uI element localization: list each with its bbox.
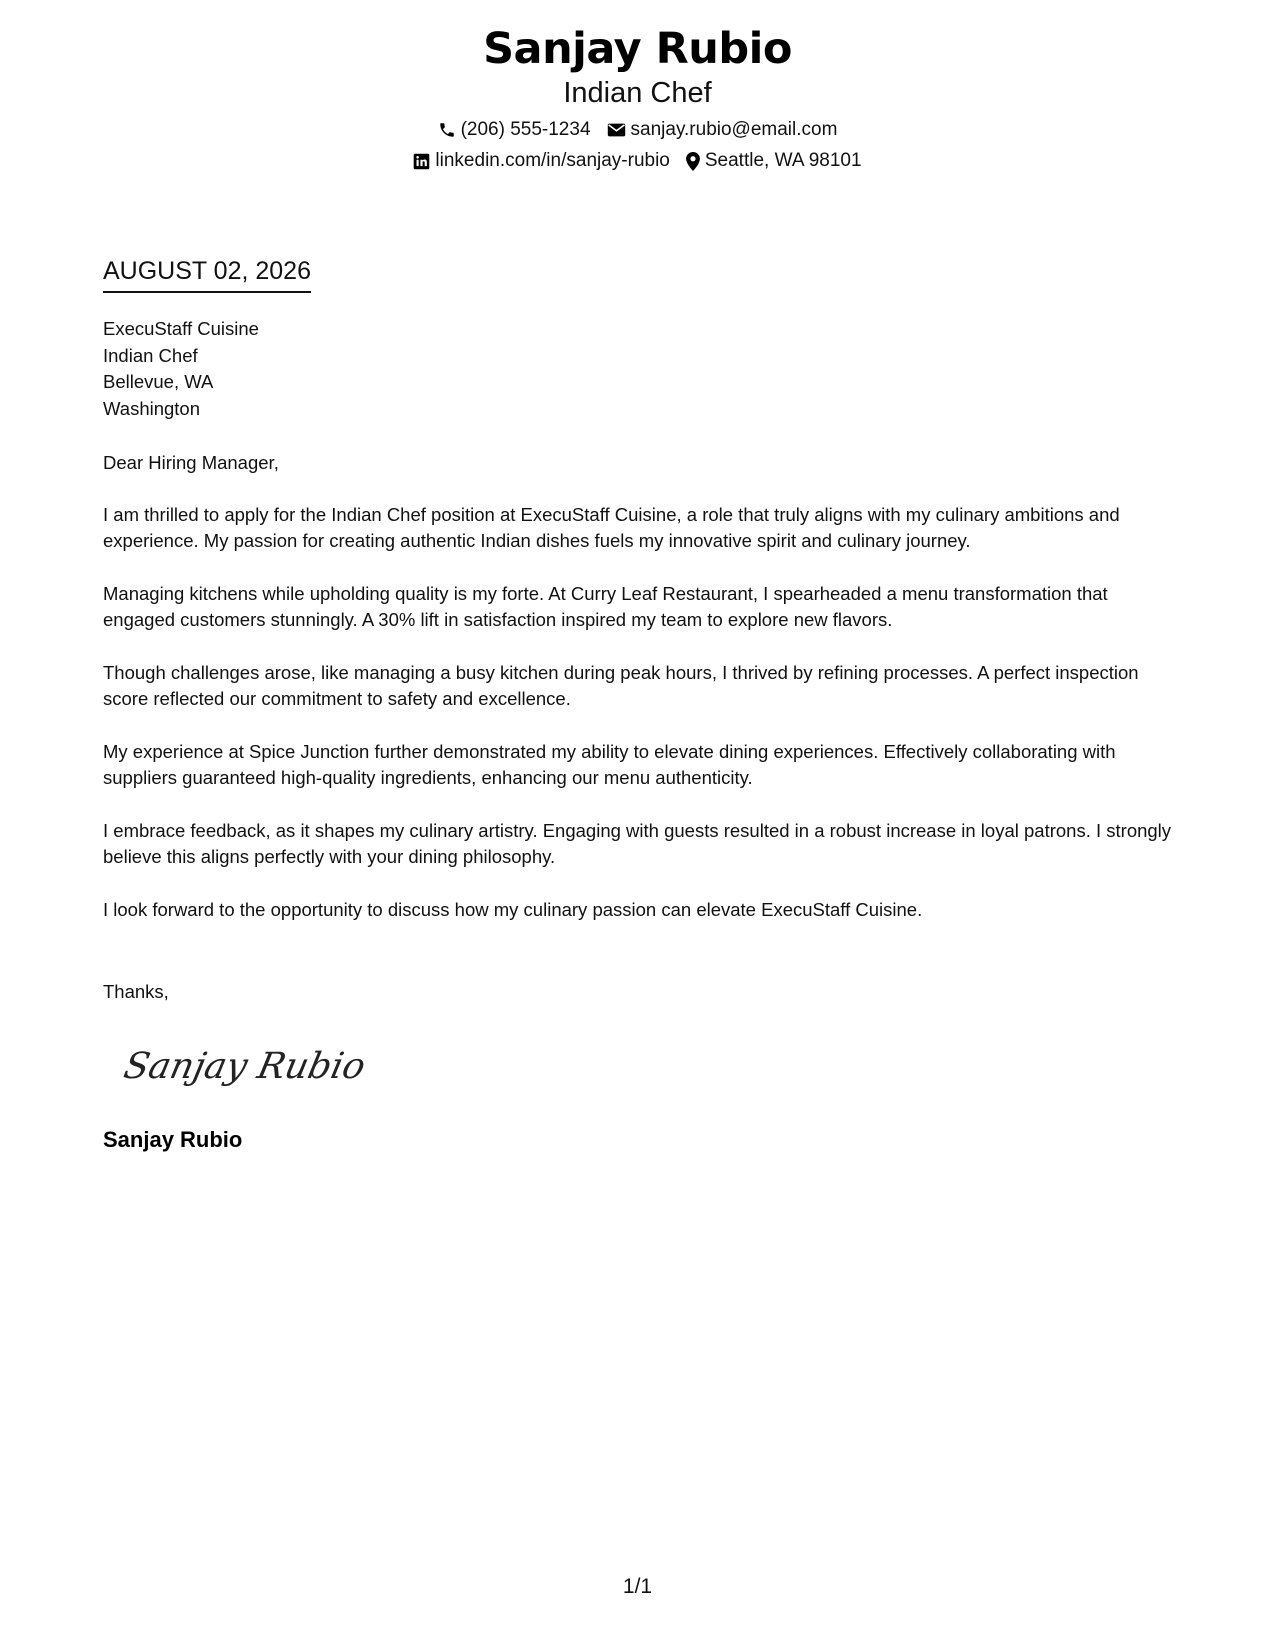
- body-paragraph: I am thrilled to apply for the Indian Chef position at ExecuStaff Cuisine, a role that truly aligns with my culinary ambitions and experience. My passion for creating authentic Indian dishes fuels my innovative spirit and culinary journey.: [103, 503, 1120, 551]
- contact-row-primary: [0, 118, 1275, 142]
- body-paragraph: My experience at Spice Junction further demonstrated my ability to elevate dining experiences. Effectively collaborating with suppliers guaranteed high-quality ingredients, enhancing our menu authenticity.: [103, 740, 1116, 788]
- map-pin-icon: [686, 152, 700, 171]
- applicant-title: Indian Chef: [563, 77, 712, 109]
- applicant-name: Sanjay Rubio: [483, 24, 792, 74]
- recipient-company: ExecuStaff Cuisine: [103, 318, 259, 339]
- page-number: 1/1: [622, 1575, 653, 1598]
- body-paragraph: Managing kitchens while upholding quality is my forte. At Curry Leaf Restaurant, I spearheaded a menu transformation that engaged customers stunningly. A 30% lift in satisfaction inspired my team to explore new flavors.: [103, 582, 1108, 630]
- recipient-position: Indian Chef: [103, 344, 198, 366]
- closing: Thanks,: [103, 981, 169, 1002]
- letter-date: AUGUST 02, 2026: [103, 256, 311, 293]
- recipient-address: [103, 316, 259, 422]
- contact-row-secondary: [0, 149, 1275, 173]
- phone-icon: [438, 121, 456, 139]
- recipient-city: Bellevue, WA: [103, 371, 214, 392]
- body-paragraph: I embrace feedback, as it shapes my culinary artistry. Engaging with guests resulted in a robust increase in loyal patrons. I strongly believe this aligns perfectly with your dining philosophy.: [103, 819, 1172, 867]
- location-text: Seattle, WA 98101: [704, 150, 862, 171]
- signer-name: Sanjay Rubio: [103, 1127, 243, 1152]
- email-text: sanjay.rubio@email.com: [630, 119, 838, 140]
- letter-body: [103, 450, 1178, 949]
- salutation: Dear Hiring Manager,: [103, 452, 279, 473]
- handwritten-signature: [120, 1036, 370, 1096]
- svg-text:Sanjay Rubio: Sanjay Rubio: [120, 1044, 370, 1087]
- linkedin-icon: [413, 153, 430, 170]
- linkedin-text: linkedin.com/in/sanjay-rubio: [435, 150, 670, 171]
- letter-header: [0, 22, 1275, 173]
- body-paragraph: Though challenges arose, like managing a busy kitchen during peak hours, I thrived by refining processes. A perfect inspection score reflected our commitment to safety and excellence.: [103, 661, 1139, 709]
- contact-phone: [438, 118, 591, 142]
- contact-email[interactable]: [607, 118, 838, 142]
- envelope-icon: [607, 122, 626, 138]
- contact-linkedin[interactable]: [413, 149, 669, 173]
- body-paragraph: I look forward to the opportunity to discuss how my culinary passion can elevate ExecuStaff Cuisine.: [103, 898, 923, 920]
- phone-text: (206) 555-1234: [460, 119, 591, 140]
- recipient-state: Washington: [103, 397, 201, 419]
- contact-location: [686, 149, 862, 173]
